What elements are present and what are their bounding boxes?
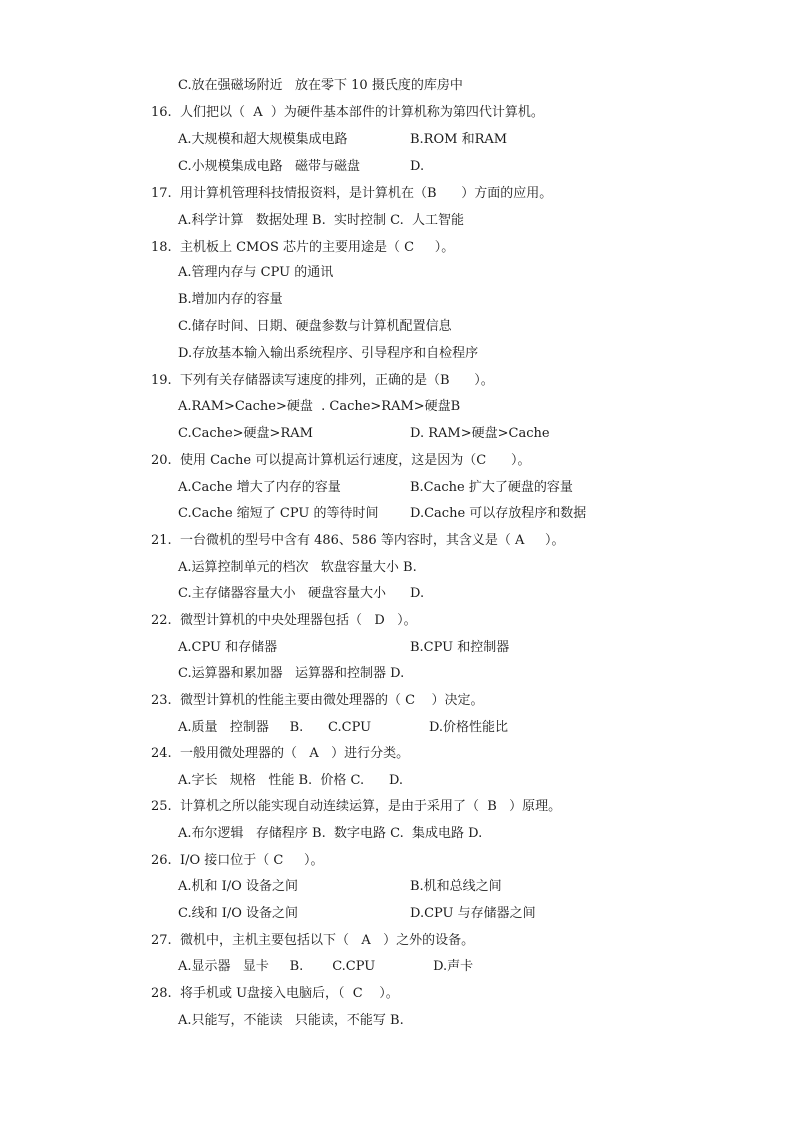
question-16: 16. 人们把以（ A ）为硬件基本部件的计算机称为第四代计算机。 — [151, 105, 544, 120]
option-line-right: D. — [410, 159, 425, 174]
option-line-right: B.CPU 和控制器 — [410, 640, 510, 655]
option-line: A.机和 I/O 设备之间 — [178, 879, 298, 894]
option-line-right: D. — [410, 586, 425, 601]
option-line-right: B.机和总线之间 — [410, 879, 502, 894]
question-18: 18. 主机板上 CMOS 芯片的主要用途是（ C ）。 — [151, 240, 455, 255]
option-line: C.Cache 缩短了 CPU 的等待时间 — [178, 506, 379, 521]
option-line: A.RAM>Cache>硬盘 . Cache>RAM>硬盘B — [178, 399, 461, 414]
option-line: A.字长 规格 性能 B. 价格 C. D. — [178, 773, 404, 788]
option-line: A.显示器 显卡 B. C.CPU D.声卡 — [178, 959, 474, 974]
option-line: C.小规模集成电路 磁带与磁盘 — [178, 159, 361, 174]
option-line: A.Cache 增大了内存的容量 — [178, 480, 341, 495]
option-line: A.CPU 和存储器 — [178, 640, 278, 655]
option-line: C.线和 I/O 设备之间 — [178, 906, 299, 921]
question-28: 28. 将手机或 U盘接入电脑后，（ C ）。 — [151, 986, 399, 1001]
question-17: 17. 用计算机管理科技情报资料，是计算机在（B ）方面的应用。 — [151, 186, 553, 201]
option-line: A.质量 控制器 B. C.CPU D.价格性能比 — [178, 720, 509, 735]
question-23: 23. 微型计算机的性能主要由微处理器的（ C ）决定。 — [151, 693, 484, 708]
option-line: A.科学计算 数据处理 B. 实时控制 C. 人工智能 — [178, 213, 465, 228]
option-line-right: B.Cache 扩大了硬盘的容量 — [410, 480, 573, 495]
question-21: 21. 一台微机的型号中含有 486、586 等内容时，其含义是（ A ）。 — [151, 533, 565, 548]
option-line: A.只能写，不能读 只能读，不能写 B. — [178, 1013, 404, 1028]
option-line: A.管理内存与 CPU 的通讯 — [178, 265, 334, 280]
option-line: A.大规模和超大规模集成电路 — [178, 132, 348, 147]
option-line: C.放在强磁场附近 放在零下 10 摄氏度的库房中 — [178, 78, 463, 93]
question-22: 22. 微型计算机的中央处理器包括（ D ）。 — [151, 613, 417, 628]
option-line: B.增加内存的容量 — [178, 292, 283, 307]
option-line-right: B.ROM 和RAM — [410, 132, 508, 147]
question-26: 26. I/O 接口位于（ C ）。 — [151, 853, 324, 868]
option-line: C.Cache>硬盘>RAM — [178, 426, 313, 441]
question-27: 27. 微机中，主机主要包括以下（ A ）之外的设备。 — [151, 933, 475, 948]
question-20: 20. 使用 Cache 可以提高计算机运行速度，这是因为（C ）。 — [151, 453, 531, 468]
question-24: 24. 一般用微处理器的（ A ）进行分类。 — [151, 746, 410, 761]
option-line: C.运算器和累加器 运算器和控制器 D. — [178, 666, 405, 681]
question-25: 25. 计算机之所以能实现自动连续运算，是由于采用了（ B ）原理。 — [151, 799, 562, 814]
option-line-right: D. RAM>硬盘>Cache — [410, 426, 550, 441]
option-line: A.布尔逻辑 存储程序 B. 数字电路 C. 集成电路 D. — [178, 826, 483, 841]
option-line: D.存放基本输入输出系统程序、引导程序和自检程序 — [178, 346, 479, 361]
option-line-right: D.Cache 可以存放程序和数据 — [410, 506, 587, 521]
question-19: 19. 下列有关存储器读写速度的排列，正确的是（B ）。 — [151, 373, 494, 388]
option-line: C.储存时间、日期、硬盘参数与计算机配置信息 — [178, 319, 452, 334]
option-line: C.主存储器容量大小 硬盘容量大小 — [178, 586, 387, 601]
option-line: A.运算控制单元的档次 软盘容量大小 B. — [178, 560, 417, 575]
option-line-right: D.CPU 与存储器之间 — [410, 906, 536, 921]
